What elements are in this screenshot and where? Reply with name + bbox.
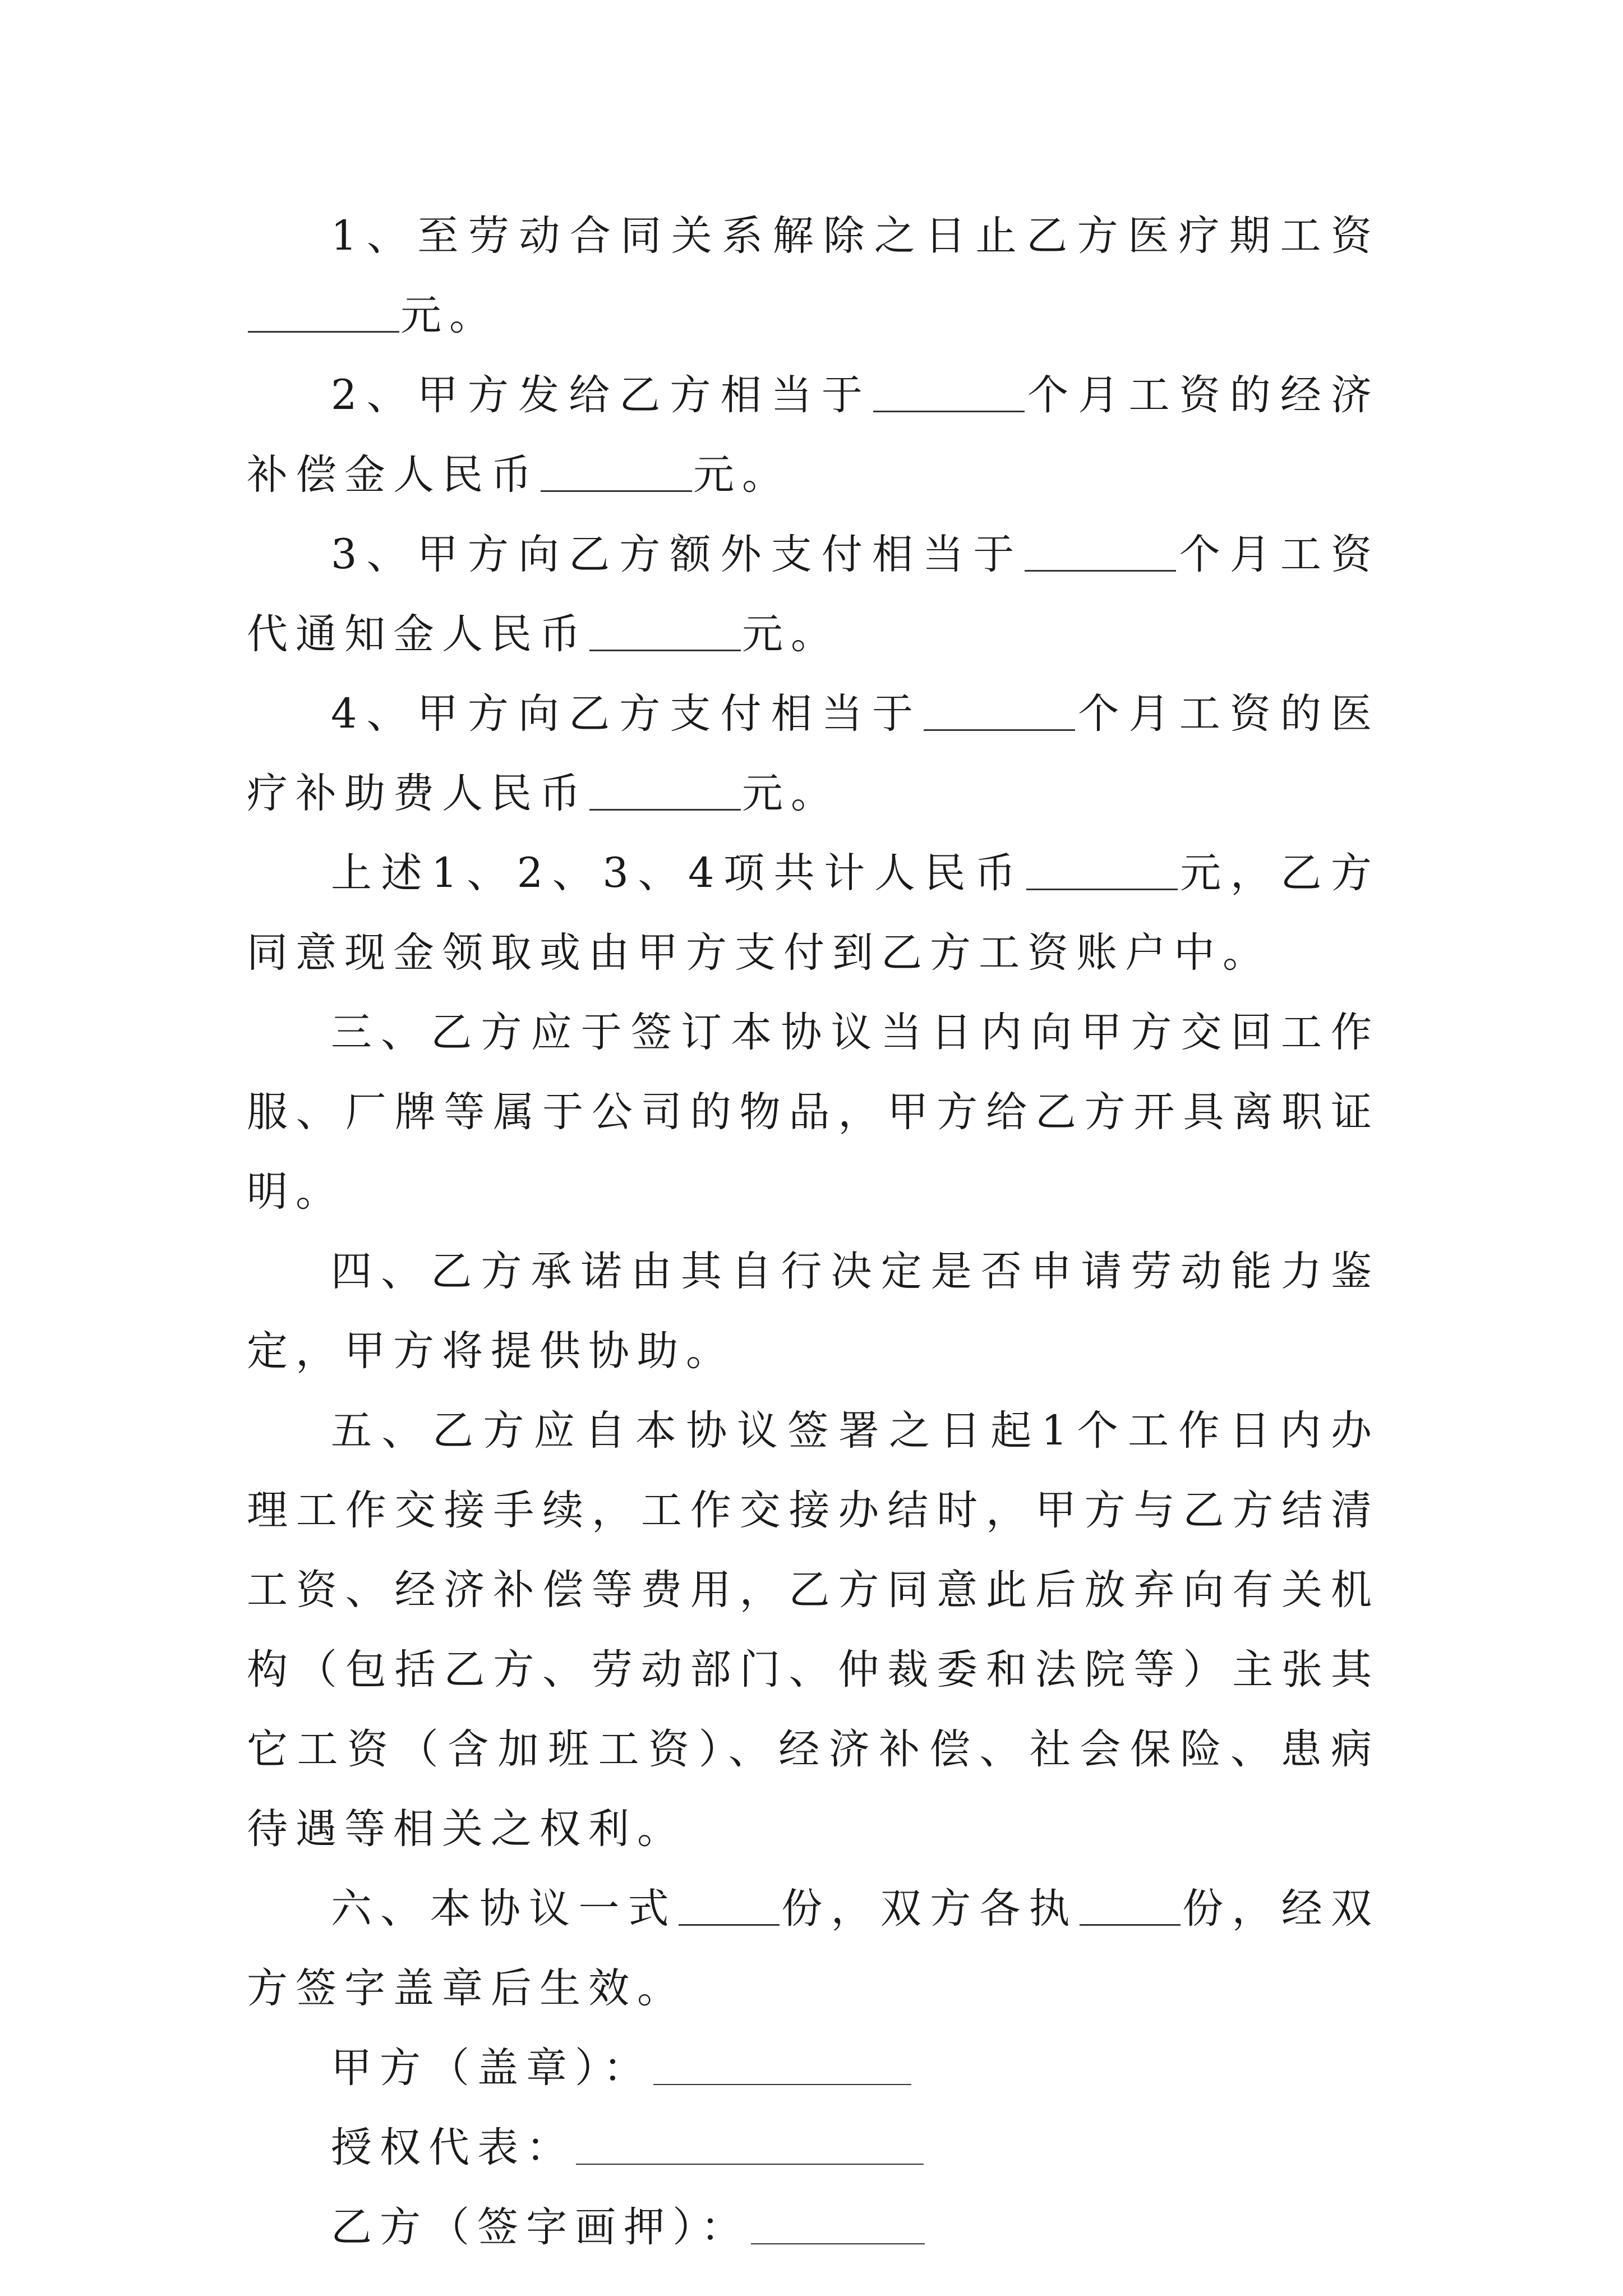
agreement-body bbox=[247, 196, 1380, 2267]
blank-line[interactable] bbox=[1026, 847, 1178, 890]
blank-line[interactable] bbox=[589, 608, 741, 651]
party-b-label: 乙方（签字画押）： bbox=[331, 2203, 750, 2251]
representative-label: 授权代表： bbox=[331, 2124, 575, 2171]
clause-6-part2: 份，双方各执 bbox=[780, 1885, 1078, 1932]
blank-line[interactable] bbox=[541, 449, 692, 492]
item-2-compensation bbox=[247, 356, 1380, 515]
item-4-text: 4、甲方向乙方支付相当于 bbox=[331, 690, 923, 738]
item-2-unit: 元。 bbox=[693, 451, 791, 499]
clause-6 bbox=[247, 1869, 1380, 2028]
item-4-unit: 元。 bbox=[742, 770, 840, 817]
total-text: 上述1、2、3、4项共计人民币 bbox=[331, 849, 1025, 897]
party-b-signature bbox=[247, 2188, 1380, 2267]
blank-line[interactable] bbox=[873, 369, 1025, 412]
representative-signature-line[interactable] bbox=[576, 2122, 924, 2165]
clause-6-part1: 六、本协议一式 bbox=[331, 1885, 677, 1932]
party-a-signature bbox=[247, 2028, 1380, 2108]
item-3-mid: 个月工资代通知金人民币 bbox=[247, 531, 1380, 658]
blank-line[interactable] bbox=[589, 767, 741, 811]
item-1-medical-wage bbox=[247, 196, 1380, 356]
representative-signature bbox=[247, 2108, 1380, 2188]
party-a-label: 甲方（盖章）： bbox=[331, 2044, 652, 2092]
party-a-signature-line[interactable] bbox=[653, 2042, 911, 2085]
item-2-text: 2、甲方发给乙方相当于 bbox=[331, 371, 873, 419]
clause-6-part3: 份，经双方签字盖章后生效。 bbox=[247, 1885, 1380, 2012]
blank-line[interactable] bbox=[248, 289, 399, 333]
clause-3: 三、乙方应于签订本协议当日内向甲方交回工作服、厂牌等属于公司的物品，甲方给乙方开具离职证明。 bbox=[247, 1009, 1380, 1216]
total-sum bbox=[247, 834, 1380, 993]
item-4-mid: 个月工资的医疗补助费人民币 bbox=[247, 690, 1380, 817]
blank-line[interactable] bbox=[924, 688, 1075, 731]
item-3-unit: 元。 bbox=[742, 610, 840, 658]
blank-line[interactable] bbox=[1025, 528, 1176, 572]
blank-line[interactable] bbox=[1080, 1883, 1181, 1926]
item-1-unit: 元。 bbox=[400, 292, 498, 339]
party-b-signature-line[interactable] bbox=[751, 2202, 925, 2244]
item-3-text: 3、甲方向乙方额外支付相当于 bbox=[331, 531, 1024, 578]
item-2-mid: 个月工资的经济补偿金人民币 bbox=[247, 371, 1380, 499]
clause-4: 四、乙方承诺由其自行决定是否申请劳动能力鉴定，甲方将提供协助。 bbox=[247, 1248, 1380, 1375]
item-1-text: 1、至劳动合同关系解除之日止乙方医疗期工资 bbox=[331, 212, 1380, 260]
total-after: 元，乙方同意现金领取或由甲方支付到乙方工资账户中。 bbox=[247, 849, 1380, 977]
item-3-notice-pay bbox=[247, 515, 1380, 674]
blank-line[interactable] bbox=[679, 1883, 780, 1926]
clause-5: 五、乙方应自本协议签署之日起1个工作日内办理工作交接手续，工作交接办结时，甲方与乙方结清工资、经济补偿等费用，乙方同意此后放弃向有关机构（包括乙方、劳动部门、仲裁委和法院等）主张其它工资（含加班工资）、经济补偿、社会保险、患病待遇等相关之权利。 bbox=[247, 1407, 1380, 1853]
item-4-medical-subsidy bbox=[247, 674, 1380, 834]
